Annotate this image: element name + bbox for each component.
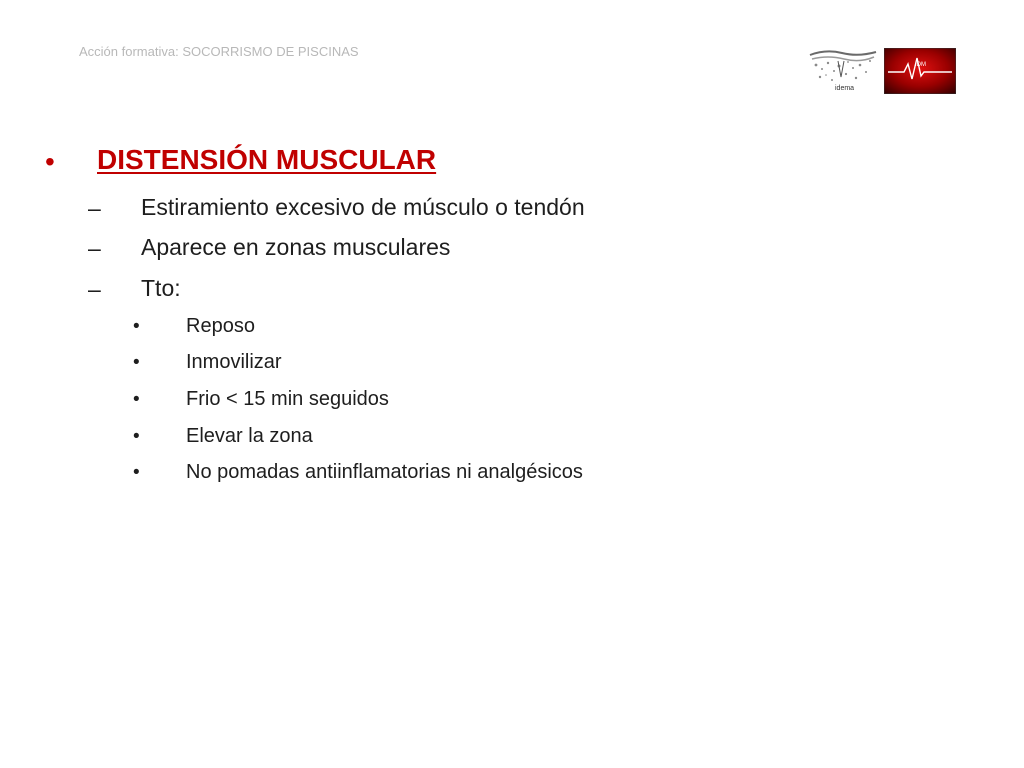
dash-icon: –	[88, 195, 101, 221]
list-item-level2: Aparece en zonas musculares	[141, 234, 451, 260]
list-item-level2: Estiramiento excesivo de músculo o tendón	[141, 194, 585, 220]
dash-icon: –	[88, 235, 101, 261]
bullet-dot-icon: •	[133, 316, 140, 337]
idema-logo-text: idema	[835, 85, 855, 92]
list-item-level3: Inmovilizar	[186, 351, 282, 373]
course-header: Acción formativa: SOCORRISMO DE PISCINAS	[79, 44, 359, 59]
idm-logo-text: IDM	[915, 62, 926, 68]
bullet-dot-icon: •	[133, 426, 140, 447]
list-item-level3: No pomadas antiinflamatorias ni analgésicos	[186, 461, 583, 483]
list-item-level3: Frio < 15 min seguidos	[186, 388, 389, 410]
bullet-dot-icon: •	[45, 146, 55, 177]
dash-icon: –	[88, 276, 101, 302]
list-item-level3: Reposo	[186, 315, 255, 337]
list-item-level3: Elevar la zona	[186, 425, 313, 447]
bullet-dot-icon: •	[133, 389, 140, 410]
slide-title: DISTENSIÓN MUSCULAR	[97, 144, 437, 175]
list-item-level2: Tto:	[141, 275, 181, 301]
bullet-dot-icon: •	[133, 352, 140, 373]
bullet-dot-icon: •	[133, 462, 140, 483]
